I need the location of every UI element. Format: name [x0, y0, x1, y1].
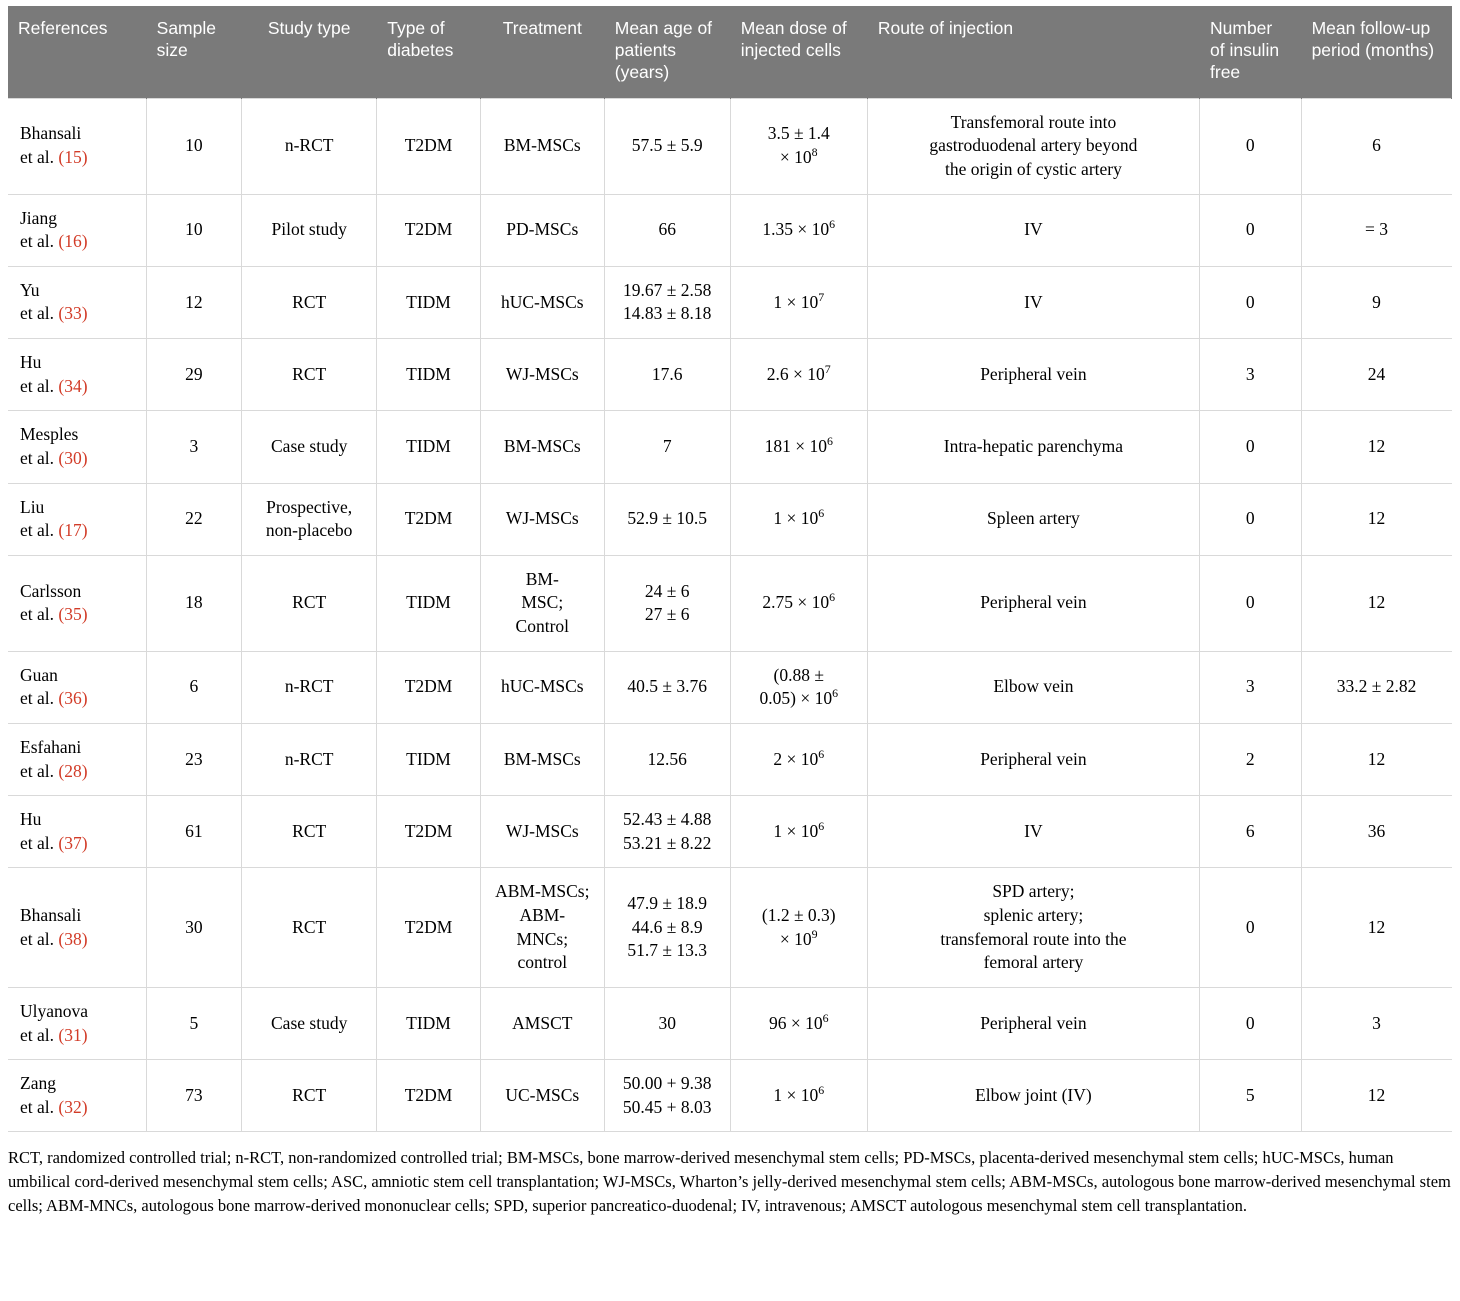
cell-mean-age: 52.43 ± 4.88 53.21 ± 8.22	[604, 796, 730, 868]
table-row	[8, 868, 1452, 988]
table-row	[8, 651, 1452, 723]
table-row	[8, 339, 1452, 411]
cell-treatment: ABM-MSCs; ABM- MNCs; control	[480, 868, 604, 988]
cell-study-type: RCT	[242, 796, 377, 868]
cell-route: Intra-hepatic parenchyma	[867, 411, 1199, 483]
cell-study-type: n-RCT	[242, 723, 377, 795]
table-row	[8, 723, 1452, 795]
cell-followup: 33.2 ± 2.82	[1301, 651, 1451, 723]
cell-mean-dose: 3.5 ± 1.4 × $10^8$	[730, 98, 867, 194]
cell-sample-size: 12	[146, 266, 241, 338]
cell-reference: Bhansali et al. (38)	[8, 868, 146, 988]
column-header-treatment: Treatment	[480, 6, 604, 98]
cell-mean-dose: $2.75 \times 10^6$	[730, 555, 867, 651]
column-header-study-type: Study type	[242, 6, 377, 98]
table-row	[8, 1060, 1452, 1132]
cell-followup: 9	[1301, 266, 1451, 338]
cell-study-type: RCT	[242, 868, 377, 988]
cell-mean-age: 40.5 ± 3.76	[604, 651, 730, 723]
cell-mean-dose: $96 \times 10^6$	[730, 987, 867, 1059]
cell-reference: Carlsson et al. (35)	[8, 555, 146, 651]
cell-insulin-free: 0	[1200, 98, 1302, 194]
table-body	[8, 98, 1452, 1132]
cell-sample-size: 6	[146, 651, 241, 723]
table-row	[8, 796, 1452, 868]
cell-reference: Yu et al. (33)	[8, 266, 146, 338]
cell-route: Transfemoral route into gastroduodenal artery beyond the origin of cystic artery	[867, 98, 1199, 194]
table-footnote: RCT, randomized controlled trial; n-RCT, non-randomized controlled trial; BM-MSCs, bone marrow-derived mesenchymal stem cells; PD-MSCs, placenta-derived mesenchymal stem cells; hUC-MSCs, human umbilical cord-derived mesenchymal stem cells; ASC, amniotic stem cell transplantation; WJ-MSCs, Wharton’s jelly-derived mesenchymal stem cells; ABM-MSCs, autologous bone marrow-derived mesenchymal stem cells; ABM-MNCs, autologous bone marrow-derived mononuclear cells; SPD, superior pancreatico-duodenal; IV, intravenous; AMSCT autologous mesenchymal stem cell transplantation.	[8, 1148, 1451, 1216]
cell-mean-age: 50.00 + 9.38 50.45 + 8.03	[604, 1060, 730, 1132]
cell-sample-size: 23	[146, 723, 241, 795]
cell-followup: 6	[1301, 98, 1451, 194]
cell-route: Peripheral vein	[867, 987, 1199, 1059]
cell-treatment: BM-MSCs	[480, 411, 604, 483]
cell-diabetes-type: T2DM	[377, 868, 481, 988]
cell-route: IV	[867, 266, 1199, 338]
cell-sample-size: 22	[146, 483, 241, 555]
cell-mean-dose: $181 \times 10^6$	[730, 411, 867, 483]
cell-followup: 24	[1301, 339, 1451, 411]
cell-study-type: Prospective, non-placebo	[242, 483, 377, 555]
cell-diabetes-type: T2DM	[377, 651, 481, 723]
cell-mean-age: 52.9 ± 10.5	[604, 483, 730, 555]
cell-sample-size: 61	[146, 796, 241, 868]
cell-route: Elbow vein	[867, 651, 1199, 723]
cell-treatment: BM- MSC; Control	[480, 555, 604, 651]
cell-followup: = 3	[1301, 194, 1451, 266]
cell-mean-age: 66	[604, 194, 730, 266]
cell-followup: 12	[1301, 723, 1451, 795]
reference-link[interactable]: (33)	[58, 303, 88, 324]
cell-diabetes-type: TIDM	[377, 555, 481, 651]
cell-mean-dose: $1.35 \times 10^6$	[730, 194, 867, 266]
cell-study-type: RCT	[242, 339, 377, 411]
cell-sample-size: 10	[146, 98, 241, 194]
cell-mean-dose: $1 \times 10^6$	[730, 483, 867, 555]
cell-reference: Ulyanova et al. (31)	[8, 987, 146, 1059]
cell-mean-dose: $2 \times 10^6$	[730, 723, 867, 795]
cell-diabetes-type: TIDM	[377, 266, 481, 338]
cell-diabetes-type: TIDM	[377, 723, 481, 795]
cell-mean-age: 57.5 ± 5.9	[604, 98, 730, 194]
table-row	[8, 98, 1452, 194]
reference-link[interactable]: (17)	[58, 520, 88, 541]
cell-sample-size: 18	[146, 555, 241, 651]
table-row	[8, 483, 1452, 555]
cell-sample-size: 10	[146, 194, 241, 266]
reference-link[interactable]: (30)	[58, 447, 88, 468]
cell-route: SPD artery; splenic artery; transfemoral route into the femoral artery	[867, 868, 1199, 988]
reference-link[interactable]: (36)	[58, 688, 88, 709]
reference-link[interactable]: (34)	[58, 375, 88, 396]
reference-link[interactable]: (32)	[58, 1096, 88, 1117]
cell-treatment: WJ-MSCs	[480, 796, 604, 868]
cell-mean-age: 12.56	[604, 723, 730, 795]
cell-treatment: PD-MSCs	[480, 194, 604, 266]
column-header-sample-size: Sample size	[146, 6, 241, 98]
cell-sample-size: 29	[146, 339, 241, 411]
column-header-mean-dose: Mean dose of injected cells	[730, 6, 867, 98]
cell-mean-dose: (1.2 ± 0.3) × $10^9$	[730, 868, 867, 988]
cell-sample-size: 73	[146, 1060, 241, 1132]
cell-route: Peripheral vein	[867, 555, 1199, 651]
reference-link[interactable]: (15)	[58, 147, 88, 168]
cell-followup: 3	[1301, 987, 1451, 1059]
column-header-route-of-injection: Route of injection	[867, 6, 1199, 98]
cell-diabetes-type: TIDM	[377, 339, 481, 411]
cell-route: Peripheral vein	[867, 723, 1199, 795]
cell-mean-dose: (0.88 ± $0.05) \times 10^6$	[730, 651, 867, 723]
table-row	[8, 194, 1452, 266]
table-row	[8, 411, 1452, 483]
cell-sample-size: 30	[146, 868, 241, 988]
column-header-mean-age: Mean age of patients (years)	[604, 6, 730, 98]
cell-mean-age: 19.67 ± 2.58 14.83 ± 8.18	[604, 266, 730, 338]
cell-mean-age: 47.9 ± 18.9 44.6 ± 8.9 51.7 ± 13.3	[604, 868, 730, 988]
cell-insulin-free: 0	[1200, 987, 1302, 1059]
cell-route: IV	[867, 796, 1199, 868]
cell-insulin-free: 0	[1200, 868, 1302, 988]
cell-study-type: n-RCT	[242, 651, 377, 723]
cell-treatment: BM-MSCs	[480, 723, 604, 795]
table-row	[8, 266, 1452, 338]
cell-diabetes-type: T2DM	[377, 1060, 481, 1132]
column-header-references: References	[8, 6, 146, 98]
reference-link[interactable]: (31)	[58, 1024, 88, 1045]
cell-insulin-free: 3	[1200, 339, 1302, 411]
cell-treatment: UC-MSCs	[480, 1060, 604, 1132]
cell-study-type: RCT	[242, 555, 377, 651]
reference-link[interactable]: (37)	[58, 832, 88, 853]
reference-link[interactable]: (35)	[58, 604, 88, 625]
table-header	[8, 6, 1452, 98]
cell-mean-dose: $2.6 \times 10^7$	[730, 339, 867, 411]
cell-diabetes-type: TIDM	[377, 411, 481, 483]
cell-treatment: hUC-MSCs	[480, 651, 604, 723]
cell-reference: Jiang et al. (16)	[8, 194, 146, 266]
cell-study-type: RCT	[242, 1060, 377, 1132]
cell-insulin-free: 5	[1200, 1060, 1302, 1132]
table-header-row	[8, 6, 1452, 98]
cell-reference: Hu et al. (37)	[8, 796, 146, 868]
cell-study-type: Case study	[242, 411, 377, 483]
cell-mean-age: 7	[604, 411, 730, 483]
cell-study-type: n-RCT	[242, 98, 377, 194]
cell-reference: Esfahani et al. (28)	[8, 723, 146, 795]
cell-mean-age: 30	[604, 987, 730, 1059]
study-summary-table	[8, 6, 1452, 1132]
cell-insulin-free: 0	[1200, 555, 1302, 651]
cell-reference: Guan et al. (36)	[8, 651, 146, 723]
cell-mean-age: 24 ± 6 27 ± 6	[604, 555, 730, 651]
cell-route: IV	[867, 194, 1199, 266]
cell-sample-size: 3	[146, 411, 241, 483]
cell-insulin-free: 0	[1200, 266, 1302, 338]
cell-followup: 12	[1301, 868, 1451, 988]
reference-link[interactable]: (28)	[58, 760, 88, 781]
column-header-type-of-diabetes: Type of diabetes	[377, 6, 481, 98]
cell-followup: 12	[1301, 411, 1451, 483]
cell-reference: Liu et al. (17)	[8, 483, 146, 555]
study-summary-table-container	[8, 6, 1452, 1132]
cell-followup: 12	[1301, 1060, 1451, 1132]
cell-mean-dose: $1 \times 10^7$	[730, 266, 867, 338]
cell-mean-dose: $1 \times 10^6$	[730, 796, 867, 868]
cell-treatment: BM-MSCs	[480, 98, 604, 194]
cell-insulin-free: 3	[1200, 651, 1302, 723]
cell-reference: Bhansali et al. (15)	[8, 98, 146, 194]
cell-followup: 12	[1301, 555, 1451, 651]
cell-sample-size: 5	[146, 987, 241, 1059]
cell-insulin-free: 6	[1200, 796, 1302, 868]
cell-insulin-free: 0	[1200, 194, 1302, 266]
cell-reference: Hu et al. (34)	[8, 339, 146, 411]
reference-link[interactable]: (38)	[58, 928, 88, 949]
cell-route: Peripheral vein	[867, 339, 1199, 411]
cell-followup: 36	[1301, 796, 1451, 868]
reference-link[interactable]: (16)	[58, 231, 88, 252]
cell-treatment: hUC-MSCs	[480, 266, 604, 338]
cell-treatment: WJ-MSCs	[480, 483, 604, 555]
column-header-insulin-free: Number of insulin free	[1200, 6, 1302, 98]
cell-reference: Zang et al. (32)	[8, 1060, 146, 1132]
cell-study-type: RCT	[242, 266, 377, 338]
cell-reference: Mesples et al. (30)	[8, 411, 146, 483]
column-header-followup: Mean follow-up period (months)	[1301, 6, 1451, 98]
cell-followup: 12	[1301, 483, 1451, 555]
cell-diabetes-type: TIDM	[377, 987, 481, 1059]
cell-mean-age: 17.6	[604, 339, 730, 411]
cell-diabetes-type: T2DM	[377, 194, 481, 266]
table-row	[8, 555, 1452, 651]
cell-diabetes-type: T2DM	[377, 483, 481, 555]
cell-study-type: Case study	[242, 987, 377, 1059]
cell-insulin-free: 0	[1200, 411, 1302, 483]
cell-diabetes-type: T2DM	[377, 98, 481, 194]
cell-route: Spleen artery	[867, 483, 1199, 555]
cell-insulin-free: 2	[1200, 723, 1302, 795]
table-row	[8, 987, 1452, 1059]
cell-treatment: WJ-MSCs	[480, 339, 604, 411]
cell-treatment: AMSCT	[480, 987, 604, 1059]
cell-study-type: Pilot study	[242, 194, 377, 266]
cell-diabetes-type: T2DM	[377, 796, 481, 868]
cell-mean-dose: $1 \times 10^6$	[730, 1060, 867, 1132]
cell-insulin-free: 0	[1200, 483, 1302, 555]
cell-route: Elbow joint (IV)	[867, 1060, 1199, 1132]
